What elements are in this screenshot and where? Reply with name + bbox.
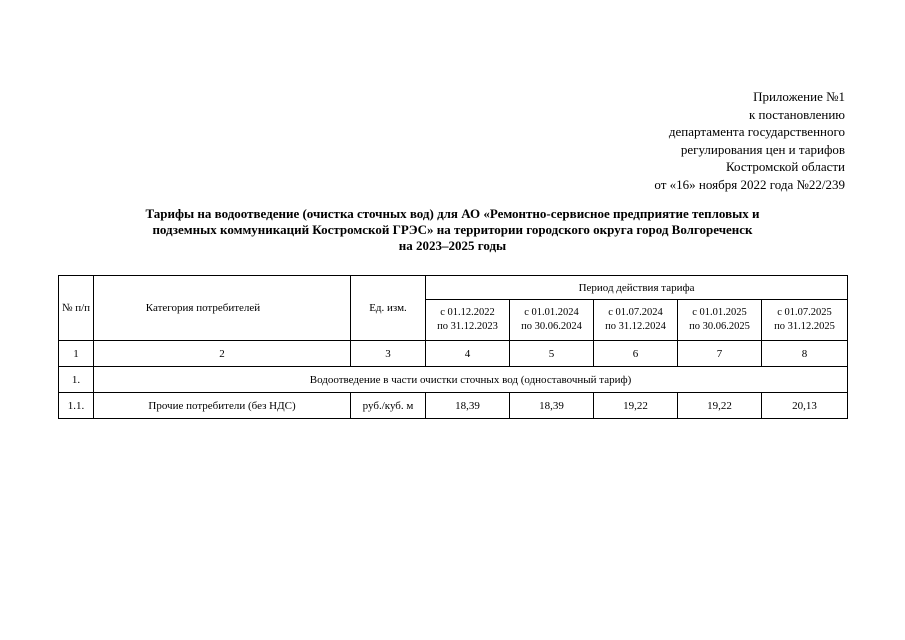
period-from: с 01.01.2025 [692,307,747,318]
appendix-line: департамента государственного [668,124,845,140]
column-number: 8 [762,341,848,367]
period-cell [594,300,678,341]
tariff-value: 20,13 [762,393,848,419]
column-number: 2 [94,341,351,367]
appendix-line: Костромской области [725,159,845,175]
appendix-header [515,88,845,194]
period-from: с 01.12.2022 [440,307,495,318]
appendix-line: Приложение №1 [753,89,845,104]
row-category: Прочие потребители (без НДС) [94,393,351,419]
tariff-value: 18,39 [426,393,510,419]
period-to: по 30.06.2025 [689,321,750,332]
header-no: № п/п [59,276,94,341]
period-from: с 01.07.2025 [777,307,832,318]
header-period: Период действия тарифа [426,276,848,300]
section-row [59,367,848,393]
section-no: 1. [59,367,94,393]
period-cell [678,300,762,341]
table-header-row [59,276,848,300]
column-number: 1 [59,341,94,367]
header-unit: Ед. изм. [351,276,426,341]
column-number: 4 [426,341,510,367]
appendix-line: к постановлению [748,106,845,122]
column-number: 7 [678,341,762,367]
period-to: по 31.12.2025 [774,321,835,332]
tariff-value: 19,22 [678,393,762,419]
period-to: по 31.12.2023 [437,321,498,332]
title-line: Тарифы на водоотведение (очистка сточных вод) для АО «Ремонтно-сервисное предприятие тепловых и [145,206,760,221]
row-unit: руб./куб. м [351,393,426,419]
period-from: с 01.07.2024 [608,307,663,318]
column-number: 6 [594,341,678,367]
title-line: на 2023–2025 годы [398,238,507,253]
period-cell [426,300,510,341]
appendix-line: регулирования цен и тарифов [680,141,845,157]
period-to: по 30.06.2024 [521,321,582,332]
tariff-value: 18,39 [510,393,594,419]
tariff-table [58,275,848,419]
period-cell [762,300,848,341]
column-number: 3 [351,341,426,367]
period-cell [510,300,594,341]
header-category: Категория потребителей [94,276,351,341]
section-label: Водоотведение в части очистки сточных вод (одноставочный тариф) [94,367,848,393]
title-line: подземных коммуникаций Костромской ГРЭС» на территории городского округа город Волгореченск [152,222,753,237]
tariff-value: 19,22 [594,393,678,419]
period-from: с 01.01.2024 [524,307,579,318]
row-no: 1.1. [59,393,94,419]
table-row [59,393,848,419]
column-number: 5 [510,341,594,367]
column-numbers-row [59,341,848,367]
period-to: по 31.12.2024 [605,321,666,332]
appendix-line: от «16» ноября 2022 года №22/239 [654,176,845,192]
document-title [40,206,865,254]
